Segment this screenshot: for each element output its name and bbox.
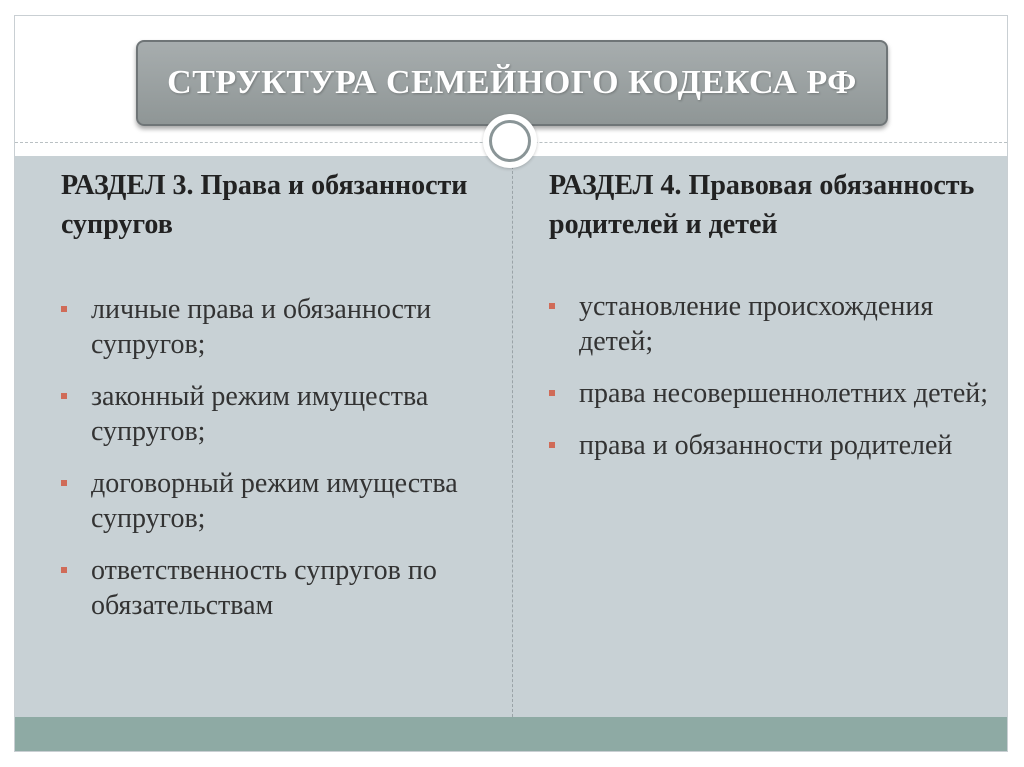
- list-item-text: личные права и обязанности супругов;: [91, 294, 432, 360]
- list-item: [549, 376, 989, 411]
- bullet-icon: [61, 306, 67, 312]
- list-item-text: договорный режим имущества супругов;: [91, 468, 458, 534]
- column-divider: [512, 156, 513, 717]
- right-list: [549, 289, 989, 463]
- list-item: [61, 292, 501, 362]
- list-item: [549, 428, 989, 463]
- slide: [14, 15, 1008, 752]
- ring-inner: [489, 120, 531, 162]
- list-item: [61, 553, 501, 623]
- right-column: [549, 166, 989, 480]
- list-item-text: законный режим имущества супругов;: [91, 381, 429, 447]
- footer-bar: [15, 717, 1007, 752]
- bullet-icon: [61, 567, 67, 573]
- list-item-text: ответственность супругов по обязательствам: [91, 555, 437, 621]
- list-item: [61, 466, 501, 536]
- right-heading: РАЗДЕЛ 4. Правовая обязанность родителей и детей: [549, 170, 975, 240]
- bullet-icon: [61, 393, 67, 399]
- list-item-text: права несовершеннолетних детей;: [579, 378, 989, 409]
- ring-ornament-icon: [483, 114, 537, 168]
- left-column: [61, 166, 501, 640]
- list-item: [549, 289, 989, 359]
- bullet-icon: [549, 442, 555, 448]
- list-item: [61, 379, 501, 449]
- list-item-text: права и обязанности родителей: [579, 430, 953, 461]
- bullet-icon: [549, 390, 555, 396]
- bullet-icon: [549, 303, 555, 309]
- left-list: [61, 292, 501, 623]
- slide-title: СТРУКТУРА СЕМЕЙНОГО КОДЕКСА РФ: [167, 64, 857, 101]
- bullet-icon: [61, 480, 67, 486]
- left-heading: РАЗДЕЛ 3. Права и обязанности супругов: [61, 170, 468, 240]
- list-item-text: установление происхождения детей;: [579, 291, 934, 357]
